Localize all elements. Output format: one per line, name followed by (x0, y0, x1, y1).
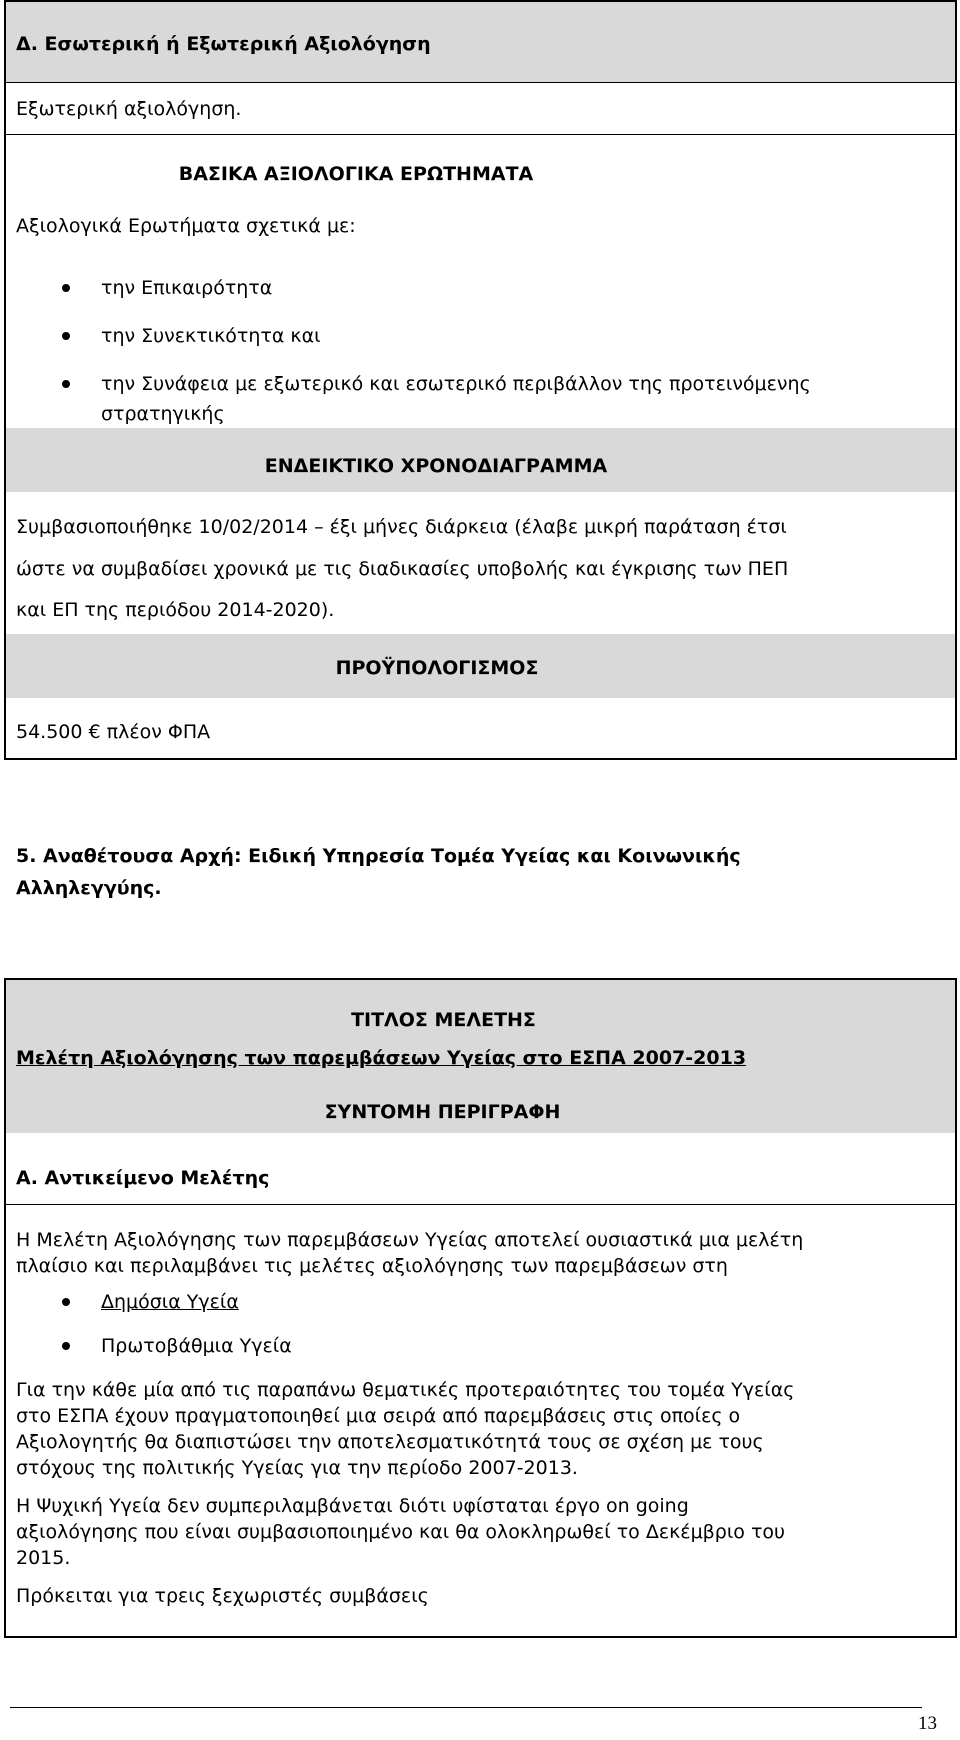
paragraph-line: Η Ψυχική Υγεία δεν συμπεριλαμβάνεται διότι υφίσταται έργο on going (16, 1495, 689, 1517)
question-item: την Συνεκτικότητα και (101, 325, 321, 347)
paragraph-line: στο ΕΣΠΑ έχουν πραγματοποιηθεί μια σειρά από παρεμβάσεις στις οποίες ο (16, 1405, 741, 1427)
paragraph-line: Η Μελέτη Αξιολόγησης των παρεμβάσεων Υγείας αποτελεί ουσιαστικά μια μελέτη (16, 1229, 804, 1251)
paragraph-line: στόχους της πολιτικής Υγείας για την περίοδο 2007-2013. (16, 1457, 578, 1479)
paragraph-line: Για την κάθε μία από τις παραπάνω θεματικές προτεραιότητες του τομέα Υγείας (16, 1379, 795, 1401)
timeline-line: ώστε να συμβαδίσει χρονικά με τις διαδικασίες υποβολής και έγκρισης των ΠΕΠ (16, 558, 789, 580)
bullet-item: Πρωτοβάθμια Υγεία (101, 1335, 292, 1357)
bullet-icon (62, 380, 70, 388)
questions-intro: Αξιολογικά Ερωτήματα σχετικά με: (16, 215, 356, 237)
summary-header: ΣΥΝΤΟΜΗ ΠΕΡΙΓΡΑΦΗ (324, 1101, 561, 1123)
budget-header: ΠΡΟΫΠΟΛΟΓΙΣΜΟΣ (335, 657, 539, 679)
section-heading: Δ. Εσωτερική ή Εξωτερική Αξιολόγηση (16, 33, 431, 55)
study-title: Μελέτη Αξιολόγησης των παρεμβάσεων Υγείας στο ΕΣΠΑ 2007-2013 (16, 1047, 747, 1069)
question-item: την Επικαιρότητα (101, 277, 273, 299)
budget-value: 54.500 € πλέον ΦΠΑ (16, 721, 211, 743)
divider (6, 82, 955, 83)
study-title-header: ΤΙΤΛΟΣ ΜΕΛΕΤΗΣ (351, 1009, 536, 1031)
paragraph-line: Πρόκειται για τρεις ξεχωριστές συμβάσεις (16, 1585, 429, 1607)
contracting-authority-line2: Αλληλεγγύης. (16, 877, 162, 899)
paragraph-line: Αξιολογητής θα διαπιστώσει την αποτελεσματικότητά τους σε σχέση με τους (16, 1431, 764, 1453)
footer-rule (10, 1707, 922, 1708)
paragraph-line: αξιολόγησης που είναι συμβασιοποιημένο και θα ολοκληρωθεί το Δεκέμβριο του (16, 1521, 785, 1543)
question-item: την Συνάφεια με εξωτερικό και εσωτερικό περιβάλλον της προτεινόμενης (101, 373, 811, 395)
timeline-header: ΕΝΔΕΙΚΤΙΚΟ ΧΡΟΝΟΔΙΑΓΡΑΜΜΑ (264, 455, 608, 477)
paragraph-line: πλαίσιο και περιλαμβάνει τις μελέτες αξιολόγησης των παρεμβάσεων στη (16, 1255, 728, 1277)
bullet-icon (62, 1342, 70, 1350)
page-number: 13 (918, 1713, 937, 1734)
object-heading: Α. Αντικείμενο Μελέτης (16, 1167, 270, 1189)
divider (6, 134, 955, 135)
study-box (4, 978, 957, 1638)
question-item-continued: στρατηγικής (101, 403, 225, 425)
bullet-icon (62, 332, 70, 340)
evaluation-type: Εξωτερική αξιολόγηση. (16, 98, 242, 120)
paragraph-line: 2015. (16, 1547, 71, 1569)
timeline-line: Συμβασιοποιήθηκε 10/02/2014 – έξι μήνες διάρκεια (έλαβε μικρή παράταση έτσι (16, 516, 787, 538)
divider (6, 1204, 955, 1205)
evaluation-section-box (4, 0, 957, 760)
bullet-icon (62, 1298, 70, 1306)
questions-header: ΒΑΣΙΚΑ ΑΞΙΟΛΟΓΙΚΑ ΕΡΩΤΗΜΑΤΑ (178, 163, 534, 185)
bullet-item: Δημόσια Υγεία (101, 1291, 239, 1313)
contracting-authority-line1: 5. Αναθέτουσα Αρχή: Ειδική Υπηρεσία Τομέα Υγείας και Κοινωνικής (16, 845, 741, 867)
bullet-icon (62, 284, 70, 292)
timeline-line: και ΕΠ της περιόδου 2014-2020). (16, 599, 335, 621)
